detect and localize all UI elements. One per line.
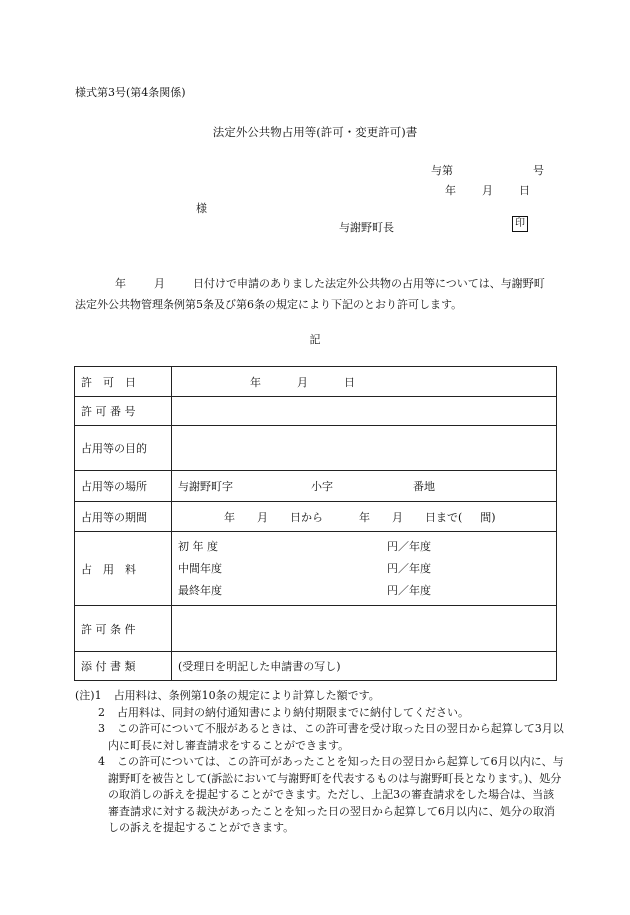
location-value (172, 471, 557, 502)
permit-date-year: 年 (250, 375, 261, 389)
note-item-2 (75, 705, 565, 722)
issue-date-year: 年 (445, 184, 456, 197)
period-end-month: 月 (392, 510, 403, 524)
permit-number-label: 許 可 番 号 (75, 397, 172, 426)
table-row-attachments (75, 652, 557, 681)
fee-last-name: 最終年度 (178, 583, 222, 597)
period-end-year: 年 (359, 510, 370, 524)
issuer-name: 与謝野町長 (339, 221, 394, 234)
form-number: 様式第3号(第4条関係) (75, 86, 186, 99)
addressee-suffix: 様 (196, 202, 207, 215)
period-start-year: 年 (224, 510, 235, 524)
body-year: 年 (115, 277, 126, 290)
permit-date-month: 月 (297, 375, 308, 389)
issue-date-day: 日 (519, 184, 530, 197)
document-number-prefix: 与第 (431, 164, 453, 177)
location-banchi: 番地 (413, 480, 435, 493)
conditions-value (172, 606, 557, 652)
note-text: 占用料は、同封の納付通知書により納付期限までに納付してください。 (117, 705, 469, 719)
note-number: 4 (98, 755, 105, 768)
fee-label: 占 用 料 (75, 532, 172, 606)
location-town: 与謝野町字 (178, 480, 233, 493)
location-koaza: 小字 (311, 480, 333, 493)
table-row-conditions (75, 606, 557, 652)
issue-date-month: 月 (482, 184, 493, 197)
period-end-day: 日まで( (425, 510, 463, 524)
table-row-purpose (75, 426, 557, 471)
period-value (172, 502, 557, 532)
permit-date-value (172, 367, 557, 397)
table-row-location (75, 471, 557, 502)
period-label: 占用等の期間 (75, 502, 172, 532)
note-text: この許可については、この許可があったことを知った日の翌日から起算して6月以内に、与謝野町を被告として(訴訟において与謝野町を代表するものは与謝野町長となります。)、処分の取消しの訴えを提起することができます。ただし、上記3の審査請求をした場合は、当該審査請求に対する裁決があったことを知った日の翌日から起算して6月以内に、処分の取消しの訴えを提起することができます。 (108, 755, 564, 834)
period-start-day: 日から (290, 510, 323, 524)
notes-section (75, 688, 565, 837)
body-paragraph (75, 273, 555, 315)
document-number (431, 162, 544, 178)
table-row-permit-number (75, 397, 557, 426)
note-item-4 (75, 754, 565, 837)
fee-line-middle (178, 558, 550, 580)
fee-middle-unit: 円／年度 (387, 561, 431, 575)
fee-value (172, 532, 557, 606)
purpose-value (172, 426, 557, 471)
body-rest: 日付けで申請のありました法定外公共物の占用等については、与謝野町法定外公共物管理条例第5条及び第6条の規定により下記のとおり許可します。 (75, 277, 545, 311)
notes-header: (注) (75, 689, 95, 702)
table-row-period (75, 502, 557, 532)
note-text: 占用料は、条例第10条の規定により計算した額です。 (113, 689, 380, 702)
note-item-1 (75, 688, 565, 705)
note-number: 3 (98, 722, 105, 735)
table-row-fee (75, 532, 557, 606)
document-number-suffix: 号 (533, 164, 544, 177)
permit-date-label: 許 可 日 (75, 367, 172, 397)
permit-number-value (172, 397, 557, 426)
ki-heading: 記 (309, 333, 321, 346)
fee-line-first (178, 536, 550, 558)
conditions-label: 許 可 条 件 (75, 606, 172, 652)
permit-table (74, 366, 557, 681)
table-row-permit-date (75, 367, 557, 397)
period-start-month: 月 (257, 510, 268, 524)
body-month: 月 (154, 277, 165, 290)
attachments-value: (受理日を明記した申請書の写し) (172, 652, 557, 681)
fee-last-unit: 円／年度 (387, 583, 431, 597)
issue-date (445, 182, 530, 198)
note-number: 2 (98, 705, 105, 719)
fee-middle-name: 中間年度 (178, 561, 222, 575)
fee-first-unit: 円／年度 (387, 539, 431, 553)
period-duration: 間) (480, 510, 496, 524)
seal-mark: 印 (512, 216, 528, 232)
note-text: この許可について不服があるときは、この許可書を受け取った日の翌日から起算して3月以内に町長に対し審査請求をすることができます。 (108, 722, 564, 752)
note-item-3 (75, 721, 565, 754)
location-label: 占用等の場所 (75, 471, 172, 502)
purpose-label: 占用等の目的 (75, 426, 172, 471)
note-number: 1 (94, 689, 102, 702)
fee-line-last (178, 580, 550, 602)
permit-date-day: 日 (344, 375, 355, 389)
fee-first-name: 初 年 度 (178, 539, 218, 553)
attachments-label: 添 付 書 類 (75, 652, 172, 681)
document-title: 法定外公共物占用等(許可・変更許可)書 (212, 125, 418, 139)
